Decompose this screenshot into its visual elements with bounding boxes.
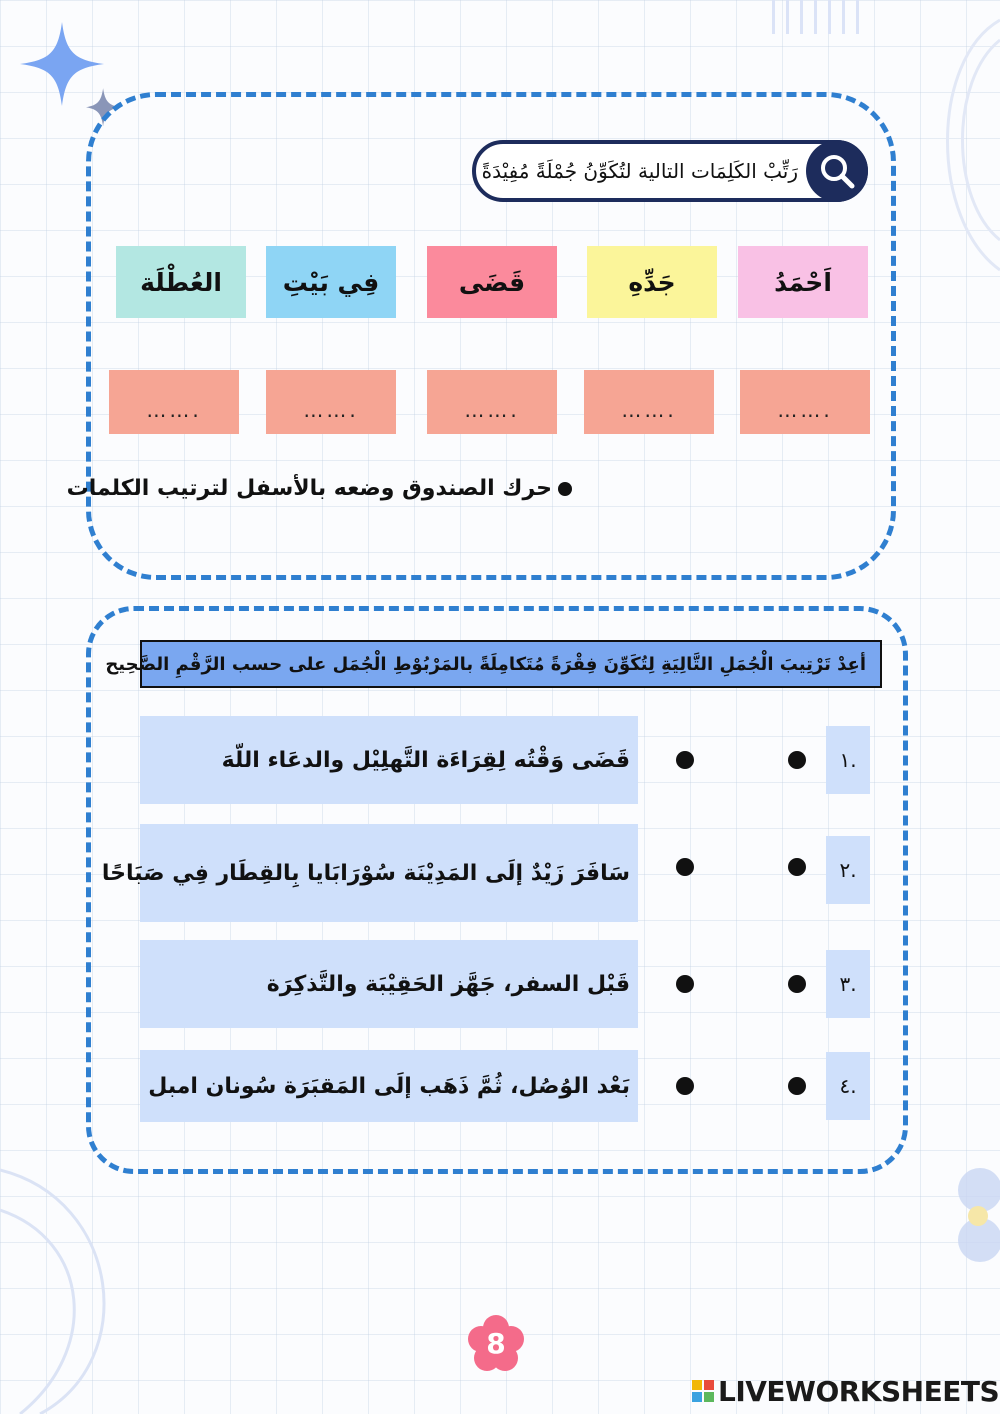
brand-logo: [692, 1374, 999, 1408]
exercise2-title-bar: [105, 640, 882, 688]
exercise1-title: رَتِّبْ الكَلِمَات التالية لتُكَوِّنُ جُمْلَةً مُفِيْدَةً: [481, 159, 798, 183]
word-card[interactable]: اَحْمَدُ: [738, 246, 868, 318]
stripe-decoration: [772, 0, 868, 34]
drop-slot[interactable]: …….: [740, 370, 870, 434]
arc-decoration: [890, 0, 1000, 300]
word-card[interactable]: العُطْلَة: [116, 246, 246, 318]
match-dot-right[interactable]: [788, 751, 806, 769]
sentence-row: [140, 1050, 638, 1122]
sentence-row: [140, 716, 638, 804]
word-card[interactable]: قَضَى: [427, 246, 557, 318]
sentence-text: سَافَرَ زَيْدٌ إلَى المَدِيْنَة سُوْرَابَايا بِالقِطَار فِي صَبَاحًا: [101, 860, 630, 886]
arc-decoration: [0, 1140, 160, 1414]
drop-slot[interactable]: …….: [584, 370, 714, 434]
instruction-text: حرك الصندوق وضعه بالأسفل لترتيب الكلمات: [66, 476, 552, 501]
number-box: ٣.: [826, 950, 870, 1018]
instruction-line: [67, 476, 572, 501]
exercise1-title-bar: [472, 140, 868, 202]
word-card[interactable]: جَدِّهِ: [587, 246, 717, 318]
word-card[interactable]: فِي بَيْتِ: [266, 246, 396, 318]
sentence-text: قَبْل السفر، جَهَّز الحَقِيْبَة والتَّذكِرَة: [266, 971, 630, 997]
sentence-row: [140, 940, 638, 1028]
logo-icon: [692, 1380, 714, 1402]
exercise2-title: أعِدْ تَرْتِيبَ الْجُمَلِ التَّالِيَةِ لِتُكَوِّنَ فِقْرَةً مُتَكامِلَةً بالمَرْبُوْطِ الْجُمَل على حسب الرَّقْمِ الصَّحِيح: [105, 653, 866, 675]
drop-slot[interactable]: …….: [266, 370, 396, 434]
match-dot-right[interactable]: [788, 1077, 806, 1095]
sentence-text: قَضَى وَقْتُه لِقِرَاءَة التَّهلِيْل والدعَاء اللّهَ: [221, 747, 630, 773]
match-dot-left[interactable]: [676, 751, 694, 769]
bullet-icon: [558, 482, 572, 496]
flower-decoration: [930, 1150, 1000, 1290]
match-dot-left[interactable]: [676, 858, 694, 876]
number-box: ٢.: [826, 836, 870, 904]
page-number: 8: [486, 1327, 506, 1360]
sentence-text: بَعْد الوُصُل، ثُمَّ ذَهَب إلَى المَقبَرَة سُونان امبل: [148, 1073, 630, 1099]
match-dot-left[interactable]: [676, 975, 694, 993]
sentence-row: [101, 824, 638, 922]
page-number-badge: [466, 1314, 526, 1374]
drop-slot[interactable]: …….: [427, 370, 557, 434]
brand-name: LIVEWORKSHEETS: [718, 1374, 1000, 1408]
number-box: ٤.: [826, 1052, 870, 1120]
magnifier-icon: [806, 140, 868, 202]
number-box: ١.: [826, 726, 870, 794]
search-button: [806, 140, 868, 202]
match-dot-right[interactable]: [788, 975, 806, 993]
match-dot-left[interactable]: [676, 1077, 694, 1095]
drop-slot[interactable]: …….: [109, 370, 239, 434]
match-dot-right[interactable]: [788, 858, 806, 876]
